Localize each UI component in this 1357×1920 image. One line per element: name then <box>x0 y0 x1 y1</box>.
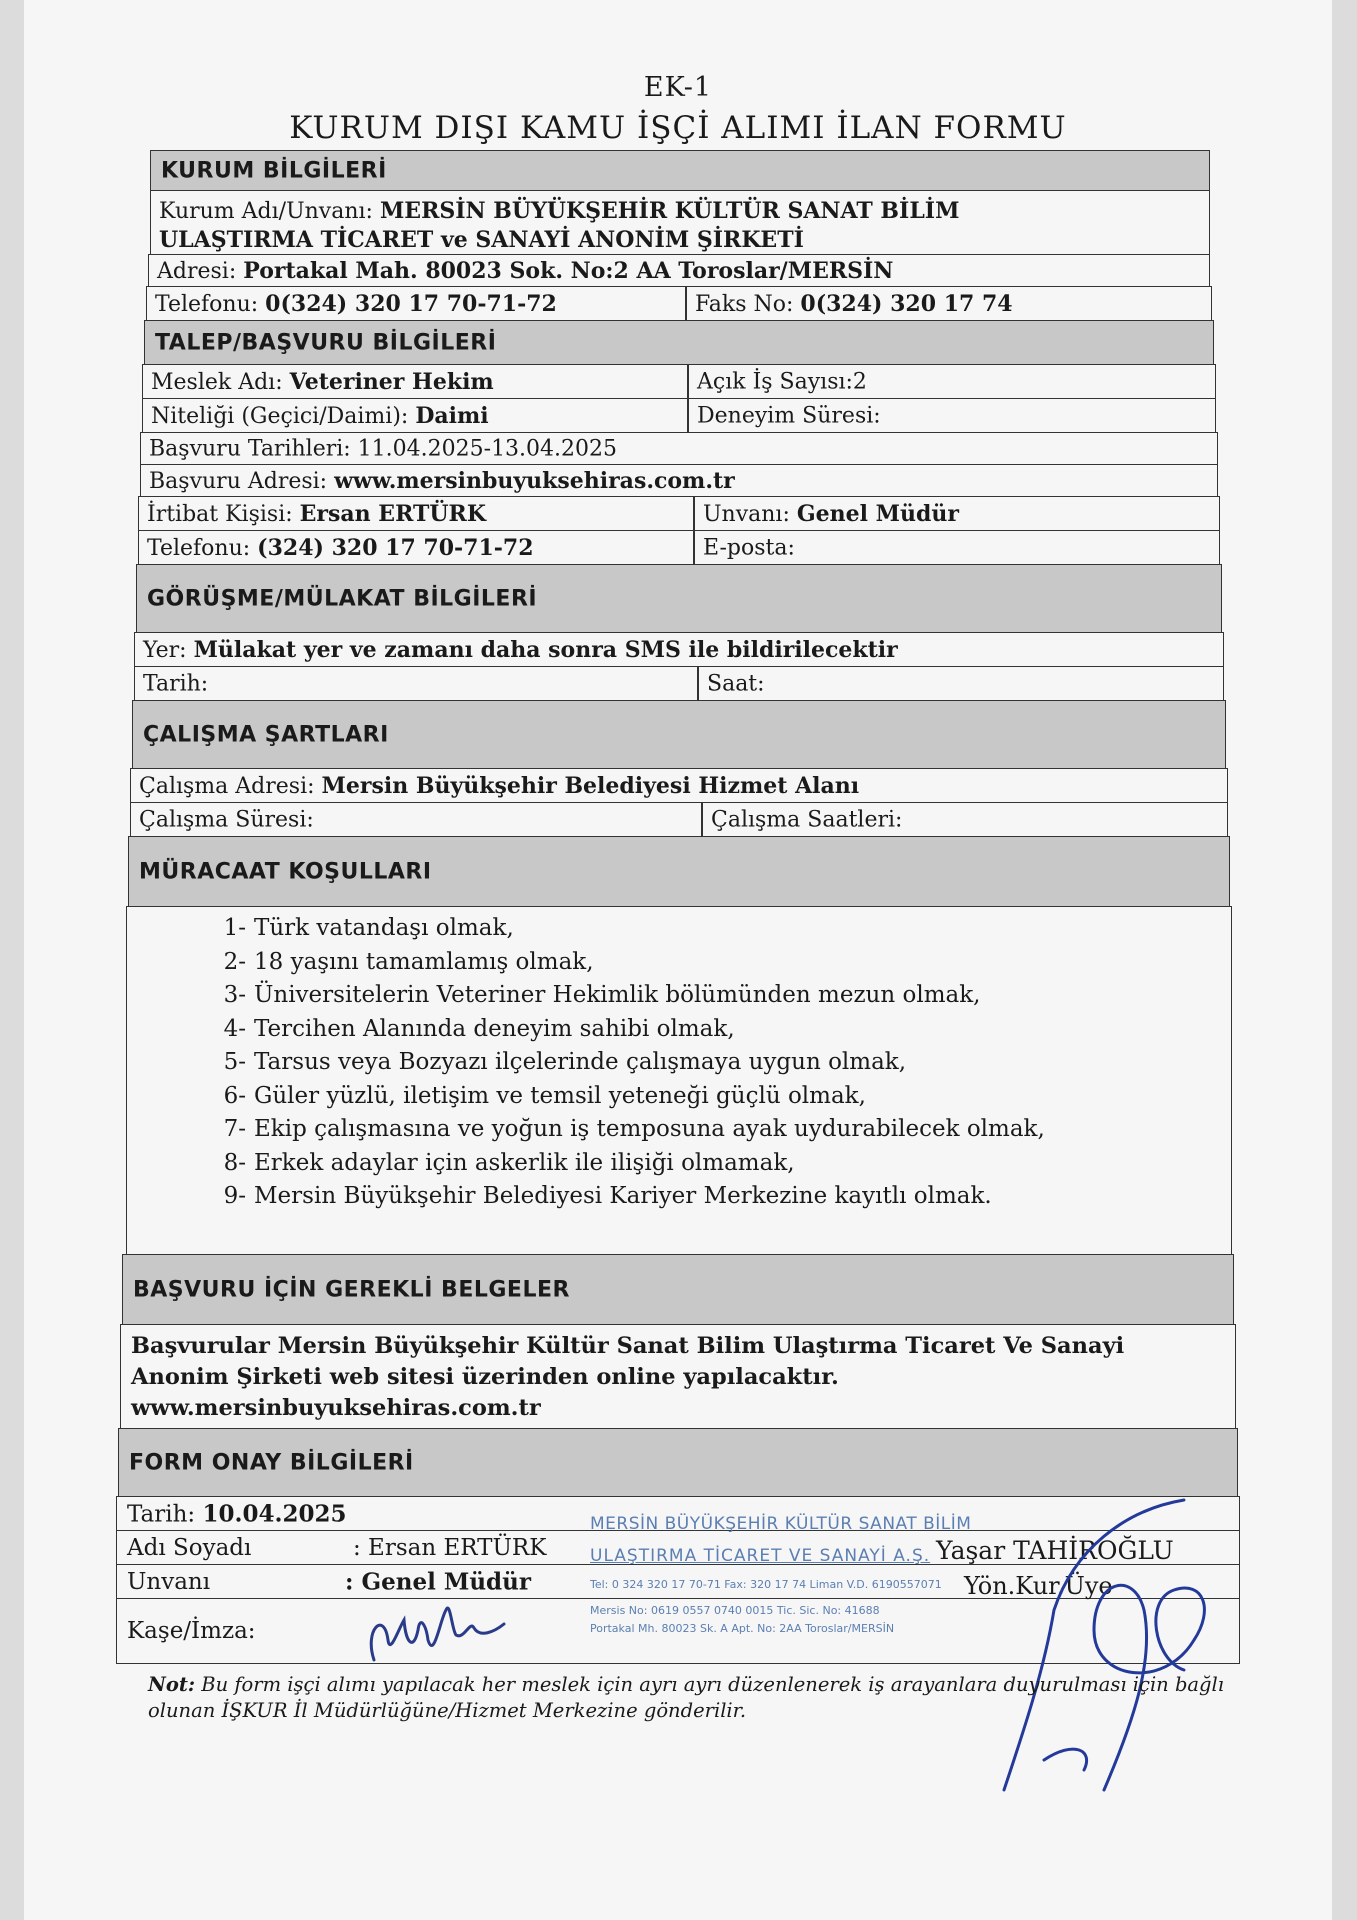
basvuru-tarihleri-row <box>140 432 1218 464</box>
irtibat-label: İrtibat Kişisi: <box>147 501 300 527</box>
condition-number: 6- <box>223 1082 246 1109</box>
condition-item <box>202 1013 1045 1047</box>
condition-item <box>202 1046 1045 1080</box>
second-signatory-title: Yön.Kur.Üye <box>964 1572 1113 1600</box>
form-title: KURUM DIŞI KAMU İŞÇİ ALIMI İLAN FORMU <box>289 110 1067 146</box>
meslek-value: Veteriner Hekim <box>289 368 494 395</box>
condition-item <box>202 1147 1045 1181</box>
yer-label: Yer: <box>143 637 194 663</box>
section-header-kurum: KURUM BİLGİLERİ <box>150 150 1210 190</box>
eposta-field: E-posta: <box>703 535 795 560</box>
condition-text: 18 yaşını tamamlamış olmak, <box>254 948 594 975</box>
nitelik-value: Daimi <box>415 402 489 429</box>
unvan-value: Genel Müdür <box>796 500 959 527</box>
basvuru-tarihleri: Başvuru Tarihleri: 11.04.2025-13.04.2025 <box>149 436 618 461</box>
calisma-adres-label: Çalışma Adresi: <box>139 773 322 799</box>
meslek-label: Meslek Adı: <box>151 369 290 395</box>
belgeler-box <box>120 1324 1236 1428</box>
onay-adi-label: Adı Soyadı <box>127 1534 252 1561</box>
company-stamp-line-3: Tel: 0 324 320 17 70-71 Fax: 320 17 74 Liman V.D. 6190557071 <box>590 1578 942 1591</box>
talep-telefon-value: (324) 320 17 70-71-72 <box>257 534 534 561</box>
kurum-adi-label: Kurum Adı/Unvanı: <box>159 199 380 224</box>
section-header-belgeler: BAŞVURU İÇİN GEREKLİ BELGELER <box>122 1254 1234 1324</box>
kurum-faks-value: 0(324) 320 17 74 <box>800 290 1013 317</box>
condition-text: Tarsus veya Bozyazı ilçelerinde çalışmaya uygun olmak, <box>254 1049 907 1075</box>
signature-yasar <box>984 1490 1264 1800</box>
calisma-suresi: Çalışma Süresi: <box>139 807 314 832</box>
condition-number: 3- <box>223 982 246 1008</box>
deneyim-suresi: Deneyim Süresi: <box>697 403 881 428</box>
company-stamp-line-5: Portakal Mh. 80023 Sk. A Apt. No: 2AA Toroslar/MERSİN <box>590 1622 895 1635</box>
gorusme-tarih: Tarih: <box>143 671 209 696</box>
onay-tarih-value: 10.04.2025 <box>202 1500 347 1527</box>
conditions-list <box>202 912 1045 1214</box>
onay-unvan-label: Unvanı <box>127 1568 211 1595</box>
section-header-muracaat: MÜRACAAT KOŞULLARI <box>128 836 1230 906</box>
condition-text: Erkek adaylar için askerlik ile ilişiği olmamak, <box>254 1149 795 1176</box>
nitelik-label: Niteliği (Geçici/Daimi): <box>151 403 416 429</box>
calisma-sure-row <box>130 802 1228 836</box>
basvuru-adresi-row <box>140 464 1218 496</box>
condition-text: Güler yüzlü, iletişim ve temsil yeteneği güçlü olmak, <box>254 1082 866 1109</box>
yer-value: Mülakat yer ve zamanı daha sonra SMS ile bildirilecektir <box>193 636 898 663</box>
company-stamp-line-1: MERSİN BÜYÜKŞEHİR KÜLTÜR SANAT BİLİM <box>590 1514 972 1534</box>
condition-number: 1- <box>223 915 246 941</box>
basvuru-adresi-link[interactable]: www.mersinbuyuksehiras.com.tr <box>334 467 735 494</box>
condition-item <box>202 979 1045 1013</box>
condition-item <box>202 1080 1045 1114</box>
onay-unvan-value: : Genel Müdür <box>345 1568 531 1595</box>
kurum-telefon-value: 0(324) 320 17 70-71-72 <box>265 290 557 317</box>
kurum-telefon-label: Telefonu: <box>155 291 266 317</box>
calisma-adres-row <box>130 768 1228 802</box>
company-stamp-line-4: Mersis No: 0619 0557 0740 0015 Tic. Sic. No: 41688 <box>590 1604 880 1617</box>
condition-text: Ekip çalışmasına ve yoğun iş temposuna ayak uydurabilecek olmak, <box>254 1116 1045 1142</box>
note-text: Bu form işçi alımı yapılacak her meslek için ayrı ayrı düzenlenerek iş arayanlara duyurulması için bağlı olunan İŞKUR İl Müdürlüğüne/Hizmet Merkezine gönderilir. <box>148 1673 1225 1722</box>
second-signatory-name: Yaşar TAHİROĞLU <box>936 1536 1174 1565</box>
kurum-adres-label: Adresi: <box>157 258 244 284</box>
condition-item <box>202 1113 1045 1147</box>
form-page <box>24 0 1332 1920</box>
condition-text: Mersin Büyükşehir Belediyesi Kariyer Merkezine kayıtlı olmak. <box>254 1183 992 1209</box>
belgeler-line-1: Başvurular Mersin Büyükşehir Kültür Sanat Bilim Ulaştırma Ticaret Ve Sanayi <box>131 1333 1125 1359</box>
kurum-adres-value: Portakal Mah. 80023 Sok. No:2 AA Toroslar/MERSİN <box>243 257 894 284</box>
condition-number: 8- <box>223 1149 246 1176</box>
condition-number: 4- <box>223 1015 246 1042</box>
section-header-calisma: ÇALIŞMA ŞARTLARI <box>132 700 1226 768</box>
kurum-telefon-row <box>146 286 1212 320</box>
gorusme-tarih-row <box>134 666 1224 700</box>
condition-number: 2- <box>223 948 246 975</box>
kase-imza-label: Kaşe/İmza: <box>127 1618 256 1644</box>
kurum-adres-row <box>148 254 1210 286</box>
condition-item <box>202 1180 1045 1214</box>
condition-text: Türk vatandaşı olmak, <box>254 915 514 941</box>
onay-adi-value: : Ersan ERTÜRK <box>353 1534 547 1561</box>
talep-nitelik-row <box>142 398 1216 432</box>
company-stamp-line-2: ULAŞTIRMA TİCARET VE SANAYİ A.Ş. <box>590 1546 931 1566</box>
gorusme-saat: Saat: <box>707 671 765 696</box>
belgeler-website-link[interactable]: www.mersinbuyuksehiras.com.tr <box>131 1395 541 1421</box>
unvan-label: Unvanı: <box>703 501 797 527</box>
talep-telefon-row <box>138 530 1220 564</box>
talep-meslek-row <box>142 364 1216 398</box>
irtibat-value: Ersan ERTÜRK <box>299 500 486 527</box>
section-header-talep: TALEP/BAŞVURU BİLGİLERİ <box>144 320 1214 364</box>
onay-tarih-label: Tarih: <box>127 1501 203 1527</box>
condition-text: Tercihen Alanında deneyim sahibi olmak, <box>254 1015 735 1042</box>
condition-item <box>202 912 1045 946</box>
kurum-adi-row <box>150 190 1210 254</box>
basvuru-adresi-label: Başvuru Adresi: <box>149 468 335 494</box>
calisma-saatleri: Çalışma Saatleri: <box>711 807 903 832</box>
condition-text: Üniversitelerin Veteriner Hekimlik bölümünden mezun olmak, <box>254 982 981 1008</box>
kurum-faks-label: Faks No: <box>695 291 801 317</box>
condition-number: 5- <box>223 1049 246 1075</box>
form-annex-label: EK-1 <box>643 72 713 103</box>
acik-is-sayisi: Açık İş Sayısı:2 <box>697 369 867 394</box>
note-label: Not: <box>148 1673 196 1696</box>
calisma-adres-value: Mersin Büyükşehir Belediyesi Hizmet Alanı <box>321 772 860 799</box>
gorusme-yer-row <box>134 632 1224 666</box>
kurum-adi-value-1: MERSİN BÜYÜKŞEHİR KÜLTÜR SANAT BİLİM <box>379 198 960 224</box>
condition-item <box>202 946 1045 980</box>
section-header-gorusme: GÖRÜŞME/MÜLAKAT BİLGİLERİ <box>136 564 1222 632</box>
condition-number: 9- <box>223 1183 246 1209</box>
condition-number: 7- <box>223 1116 246 1142</box>
talep-telefon-label: Telefonu: <box>147 535 258 561</box>
footer-note <box>148 1672 1268 1724</box>
signature-ersan <box>354 1590 534 1670</box>
section-header-onay: FORM ONAY BİLGİLERİ <box>118 1428 1238 1496</box>
kurum-adi-value-2: ULAŞTIRMA TİCARET ve SANAYİ ANONİM ŞİRKETİ <box>159 227 804 253</box>
irtibat-row <box>138 496 1220 530</box>
belgeler-line-2: Anonim Şirketi web sitesi üzerinden online yapılacaktır. <box>131 1364 839 1390</box>
